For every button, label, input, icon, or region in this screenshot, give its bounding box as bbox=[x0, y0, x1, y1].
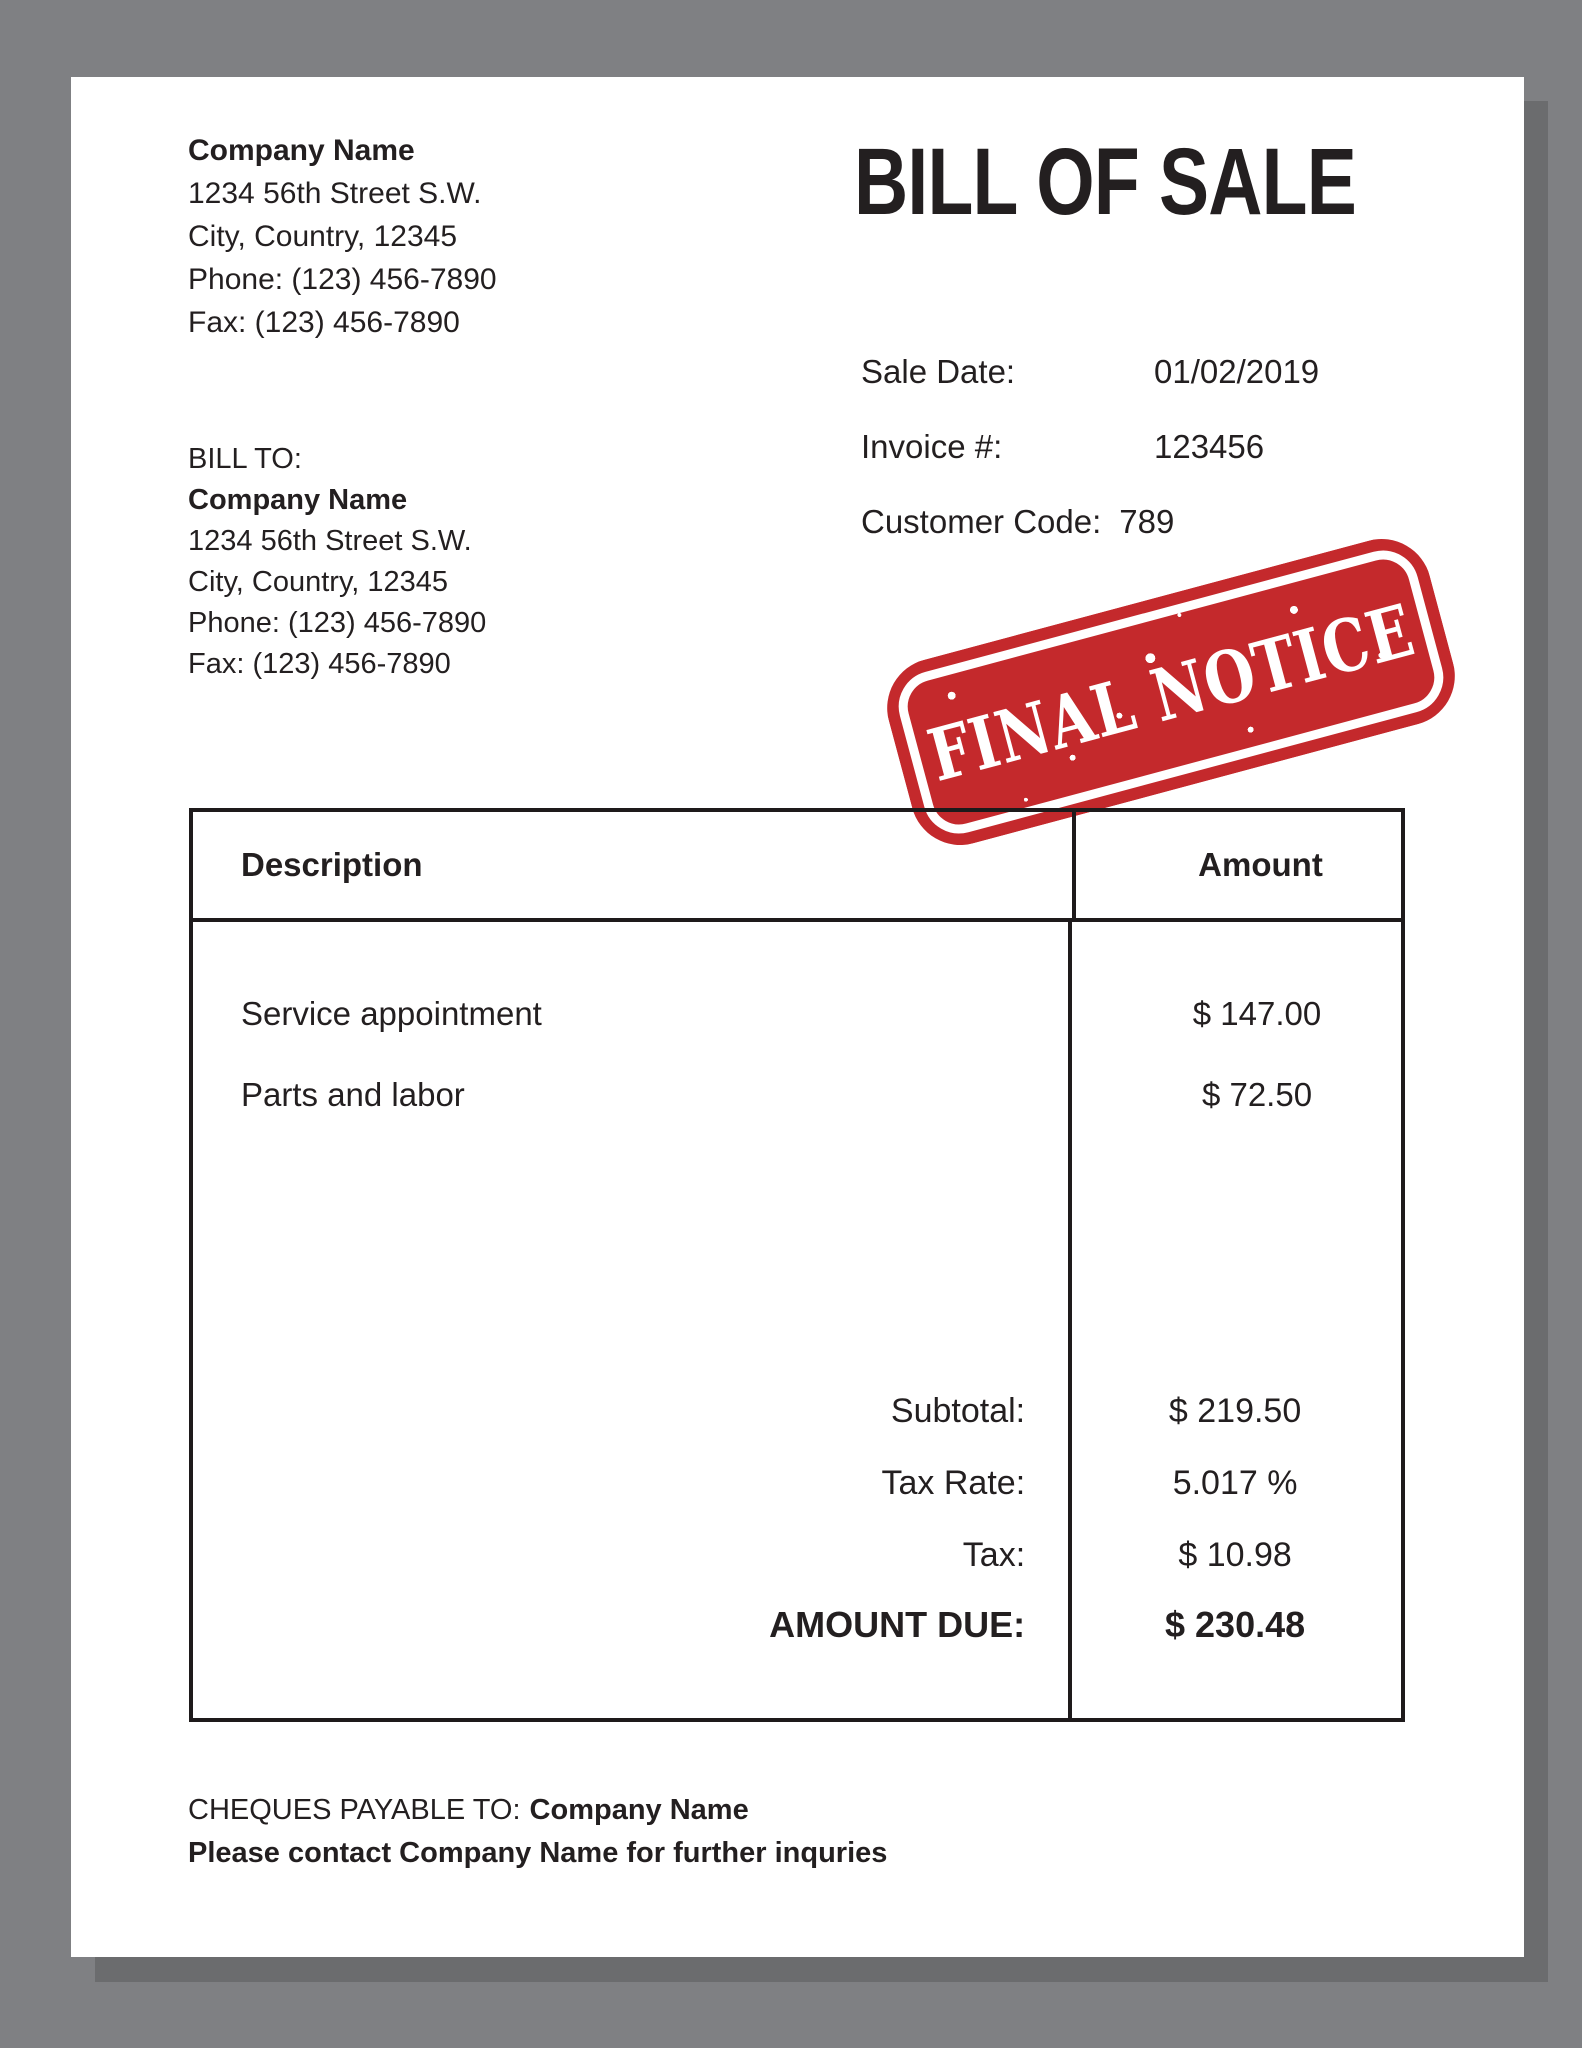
description-column-header: Description bbox=[241, 846, 423, 883]
table-body bbox=[193, 922, 1401, 1718]
customer-code-label: Customer Code: bbox=[861, 503, 1102, 540]
sale-date-row bbox=[861, 353, 1319, 428]
bill-to-phone: Phone: (123) 456-7890 bbox=[188, 607, 487, 639]
invoice-number-row bbox=[861, 428, 1319, 503]
item-amount: $ 147.00 bbox=[1192, 995, 1322, 1032]
subtotal-value: $ 219.50 bbox=[1168, 1392, 1302, 1430]
bill-to-heading: BILL TO: bbox=[188, 443, 302, 475]
seller-address-block bbox=[188, 129, 497, 344]
item-amount: $ 72.50 bbox=[1201, 1076, 1313, 1113]
tax-rate-value: 5.017 % bbox=[1172, 1464, 1298, 1502]
seller-street: 1234 56th Street S.W. bbox=[188, 177, 482, 210]
tax-value: $ 10.98 bbox=[1178, 1536, 1292, 1574]
seller-fax: Fax: (123) 456-7890 bbox=[188, 306, 460, 339]
amount-due-row bbox=[193, 1604, 1401, 1646]
table-row bbox=[193, 1076, 1401, 1114]
footer-notes bbox=[188, 1789, 887, 1875]
tax-rate-label: Tax Rate: bbox=[881, 1464, 1026, 1502]
table-header-row bbox=[193, 812, 1401, 922]
subtotal-label: Subtotal: bbox=[890, 1392, 1026, 1430]
sale-date-value: 01/02/2019 bbox=[1154, 353, 1320, 390]
tax-rate-row bbox=[193, 1464, 1401, 1503]
invoice-number-label: Invoice #: bbox=[861, 428, 1003, 465]
tax-label: Tax: bbox=[962, 1536, 1026, 1574]
cheques-payable-label: CHEQUES PAYABLE TO: bbox=[188, 1794, 521, 1826]
bill-to-fax: Fax: (123) 456-7890 bbox=[188, 648, 451, 680]
bill-to-street: 1234 56th Street S.W. bbox=[188, 525, 472, 557]
stamp-text: FINAL NOTICE bbox=[919, 586, 1423, 798]
invoice-number-value: 123456 bbox=[1154, 428, 1265, 465]
line-items-table bbox=[189, 808, 1405, 1722]
invoice-page bbox=[71, 77, 1524, 1957]
amount-due-label: AMOUNT DUE: bbox=[769, 1604, 1026, 1645]
customer-code-value: 789 bbox=[1119, 503, 1175, 540]
contact-line: Please contact Company Name for further inquries bbox=[188, 1837, 888, 1869]
item-description: Service appointment bbox=[241, 995, 542, 1032]
cheques-payable-company: Company Name bbox=[529, 1794, 749, 1826]
seller-name: Company Name bbox=[188, 134, 415, 167]
amount-column-header: Amount bbox=[1072, 812, 1401, 918]
subtotal-row bbox=[193, 1392, 1401, 1431]
seller-phone: Phone: (123) 456-7890 bbox=[188, 263, 497, 296]
invoice-meta-block bbox=[861, 353, 1319, 578]
column-divider bbox=[1068, 922, 1072, 1718]
amount-due-value: $ 230.48 bbox=[1165, 1604, 1306, 1645]
tax-row bbox=[193, 1536, 1401, 1575]
table-row bbox=[193, 995, 1401, 1033]
bill-to-block bbox=[188, 439, 486, 685]
bill-to-city: City, Country, 12345 bbox=[188, 566, 449, 598]
bill-to-name: Company Name bbox=[188, 484, 408, 516]
page-title-text: BILL OF SALE bbox=[854, 129, 1356, 235]
page-title bbox=[854, 129, 1489, 235]
cheques-payable-line bbox=[188, 1789, 887, 1832]
customer-code-row bbox=[861, 503, 1319, 578]
item-description: Parts and labor bbox=[241, 1076, 465, 1113]
sale-date-label: Sale Date: bbox=[861, 353, 1016, 390]
seller-city: City, Country, 12345 bbox=[188, 220, 458, 253]
